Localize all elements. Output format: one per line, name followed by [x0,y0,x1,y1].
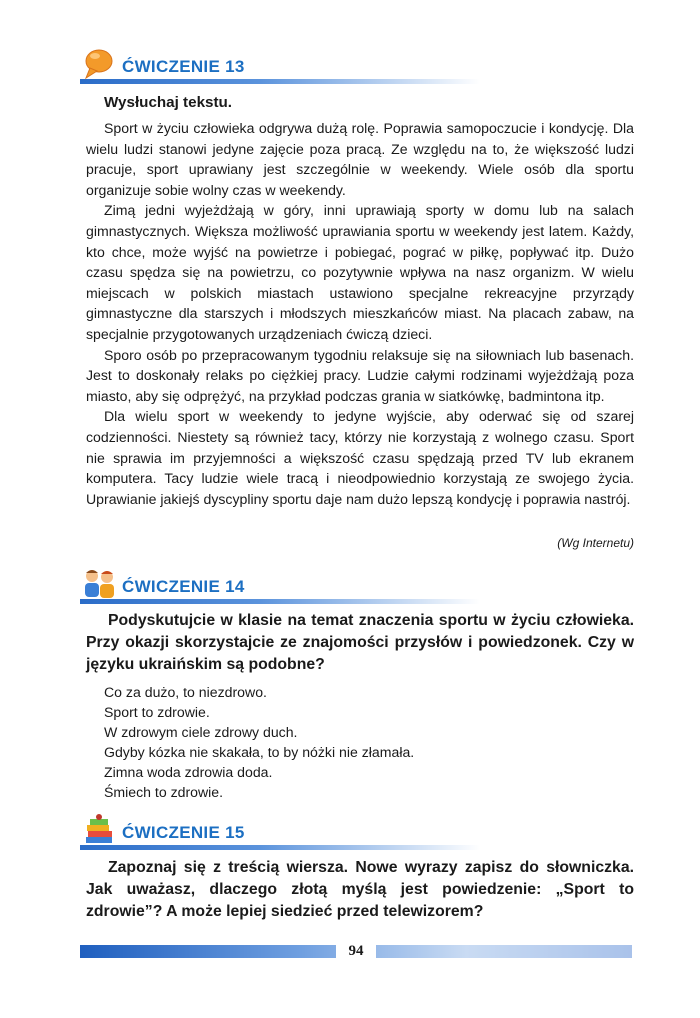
proverb: Sport to zdrowie. [104,704,210,720]
proverb: Co za dużo, to niezdrowo. [104,684,267,700]
exercise-13-header [80,46,480,84]
paragraph: Dla wielu sport w weekendy to jedyne wyjście, aby oderwać się od szarej codzienności. Niestety są również tacy, którzy nie korzystają z wolnego czasu. Sport nie sprawia im przyjemności a większość czasu spędzają przed TV lub ekranem komputera. Tacy ludzie wiele tracą i nieodpowiednio korzystają ze swojego życia. Uprawianie jakiejś dyscypliny sportu daje nam dużo lepszą kondycję i poprawia nastrój. [86,408,634,507]
source-note: (Wg Internetu) [557,536,634,550]
proverb: Zimna woda zdrowia doda. [104,764,273,780]
books-icon [80,813,120,847]
paragraph: Sport w życiu człowieka odgrywa dużą rolę. Poprawia samopoczucie i kondycję. Dla wielu ludzi stanowi jedyne zajęcie poza pracą. Ze względu na to, że większość ludzi pracuje, sport uprawiany jest szczególnie w weekendy. Wiele osób dla sportu organizuje sobie wolny czas w weekendy. [86,120,634,198]
speech-bubble-icon [80,47,120,81]
exercise-title: ĆWICZENIE 14 [122,577,245,596]
exercise-instruction: Podyskutujcie w klasie na temat znaczenia sportu w życiu człowieka. Przy okazji skorzystajcie ze znajomości przysłów i powiedzonek. Czy w języku ukraińskim są podobne? [86,612,634,673]
exercise-instruction: Wysłuchaj tekstu. [104,94,233,111]
reading-text [86,118,634,509]
exercise-title: ĆWICZENIE 15 [122,823,245,842]
proverb: W zdrowym ciele zdrowy duch. [104,724,298,740]
two-people-icon [80,567,120,601]
page-number: 94 [336,941,376,962]
proverb-list [104,682,604,802]
exercise-instruction: Zapoznaj się z treścią wiersza. Nowe wyrazy zapisz do słowniczka. Jak uważasz, dlaczego złotą myślą jest powiedzenie: „Sport to zdrowie”? A może lepiej siedzieć przed telewizorem? [86,859,634,920]
exercise-15-header [80,812,480,850]
paragraph: Sporo osób po przepracowanym tygodniu relaksuje się na siłowniach lub basenach. Jest to doskonały relaks po ciężkiej pracy. Ludzie całymi rodzinami wyjeżdżają poza miasto, aby się odprężyć, na przykład podczas grania w siatkówkę, badmintona itp. [86,346,634,404]
exercise-14-header [80,566,480,604]
proverb: Śmiech to zdrowie. [104,784,224,800]
proverb: Gdyby kózka nie skakała, to by nóżki nie złamała. [104,744,415,760]
paragraph: Zimą jedni wyjeżdżają w góry, inni uprawiają sporty w domu lub na salach gimnastycznych. Większa możliwość uprawiania sportu w weekendy jest latem. Każdy, kto chce, może wyjść na powietrze i pobiegać, pograć w piłkę, popływać itp. Dużo czasu spędza się na powietrzu, co pozytywnie wpływa na nasz organizm. W wielu miejscach w polskich miastach ustawiono specjalne rekreacyjne przyrządy gimnastyczne dla starszych i młodszych mieszkańców miast. Na placach zabaw, na specjalnie przygotowanych urządzeniach ćwiczą dzieci. [86,202,634,342]
exercise-title: ĆWICZENIE 13 [122,57,245,76]
